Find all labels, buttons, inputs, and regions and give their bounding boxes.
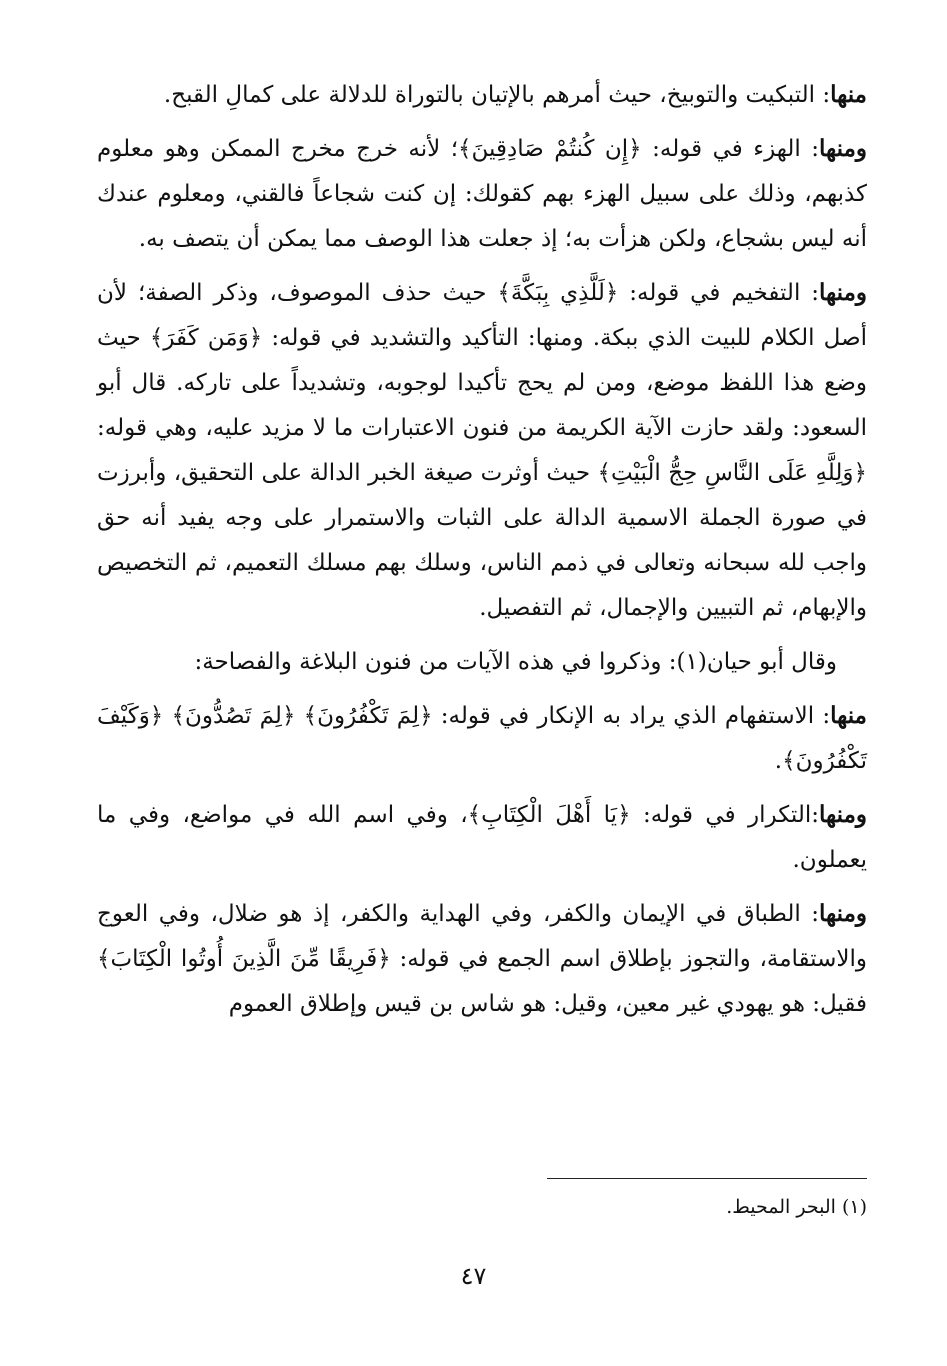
paragraph-3-text: : التفخيم في قوله: ﴿لَلَّذِي بِبَكَّةَ﴾ حيث حذف الموصوف، وذكر الصفة؛ لأن أصل الكلام للبيت الذي ببكة. ومنها: التأكيد والتشديد في قوله: ﴿وَمَن كَفَرَ﴾ حيث وضع هذا اللفظ موضع، ومن لم يحج تأكيدا لوجوبه، وتشديداً على تاركه. قال أبو السعود: ولقد حازت الآية الكريمة من فنون الاعتبارات ما لا مزيد عليه، وهي قوله: ﴿وَلِلَّهِ عَلَى النَّاسِ حِجُّ الْبَيْتِ﴾ حيث أوثرت صيغة الخبر الدالة على التحقيق، وأبرزت في صورة الجملة الاسمية الدالة على الثبات والاستمرار على وجه يفيد أنه حق واجب لله سبحانه وتعالى في ذمم الناس، وسلك بهم مسلك التعميم، ثم التخصيص والإبهام، ثم التبيين والإجمال، ثم التفصيل. [97, 280, 867, 621]
paragraph-7-text: : الطباق في الإيمان والكفر، وفي الهداية والكفر، إذ هو ضلال، وفي العوج والاستقامة، والتجوز بإطلاق اسم الجمع في قوله: ﴿فَرِيقًا مِّنَ الَّذِينَ أُوتُوا الْكِتَابَ﴾ فقيل: هو يهودي غير معين، وقيل: هو شاس بن قيس وإطلاق العموم [97, 901, 867, 1017]
paragraph-6 [97, 792, 867, 883]
paragraph-2-lead: ومنها [819, 135, 867, 162]
paragraph-4 [97, 639, 867, 685]
footnote-divider [547, 1178, 867, 1179]
page-number: ٤٧ [460, 1262, 487, 1290]
paragraph-6-text: :التكرار في قوله: ﴿يَا أَهْلَ الْكِتَابِ﴾، وفي اسم الله في مواضع، وفي ما يعملون. [97, 802, 867, 873]
paragraph-1 [97, 72, 867, 118]
paragraph-1-text: : التبكيت والتوبيخ، حيث أمرهم بالإتيان بالتوراة للدلالة على كمالِ القبح. [163, 82, 831, 108]
paragraph-5 [97, 693, 867, 784]
paragraph-3 [97, 270, 867, 631]
paragraph-1-lead: منها [830, 81, 867, 108]
paragraph-3-lead: ومنها [819, 279, 867, 306]
paragraph-2 [97, 126, 867, 262]
paragraph-5-lead: منها [830, 702, 867, 729]
paragraph-7 [97, 891, 867, 1027]
paragraph-7-lead: ومنها [819, 900, 867, 927]
paragraph-5-text: : الاستفهام الذي يراد به الإنكار في قوله: ﴿لِمَ تَكْفُرُونَ﴾ ﴿لِمَ تَصُدُّونَ﴾ ﴿وَكَيْفَ تَكْفُرُونَ﴾. [97, 703, 867, 774]
paragraph-2-text: : الهزء في قوله: ﴿إِن كُنتُمْ صَادِقِينَ﴾؛ لأنه خرج مخرج الممكن وهو معلوم كذبهم، وذلك على سبيل الهزء بهم كقولك: إن كنت شجاعاً فالقني، ومعلوم عندك أنه ليس بشجاع، ولكن هزأت به؛ إذ جعلت هذا الوصف مما يمكن أن يتصف به. [97, 136, 867, 252]
paragraph-6-lead: ومنها [819, 801, 867, 828]
page-body [97, 72, 867, 1035]
paragraph-4-text: وقال أبو حيان(١): وذكروا في هذه الآيات من فنون البلاغة والفصاحة: [194, 649, 837, 675]
footnote: (١) البحر المحيط. [726, 1196, 867, 1218]
